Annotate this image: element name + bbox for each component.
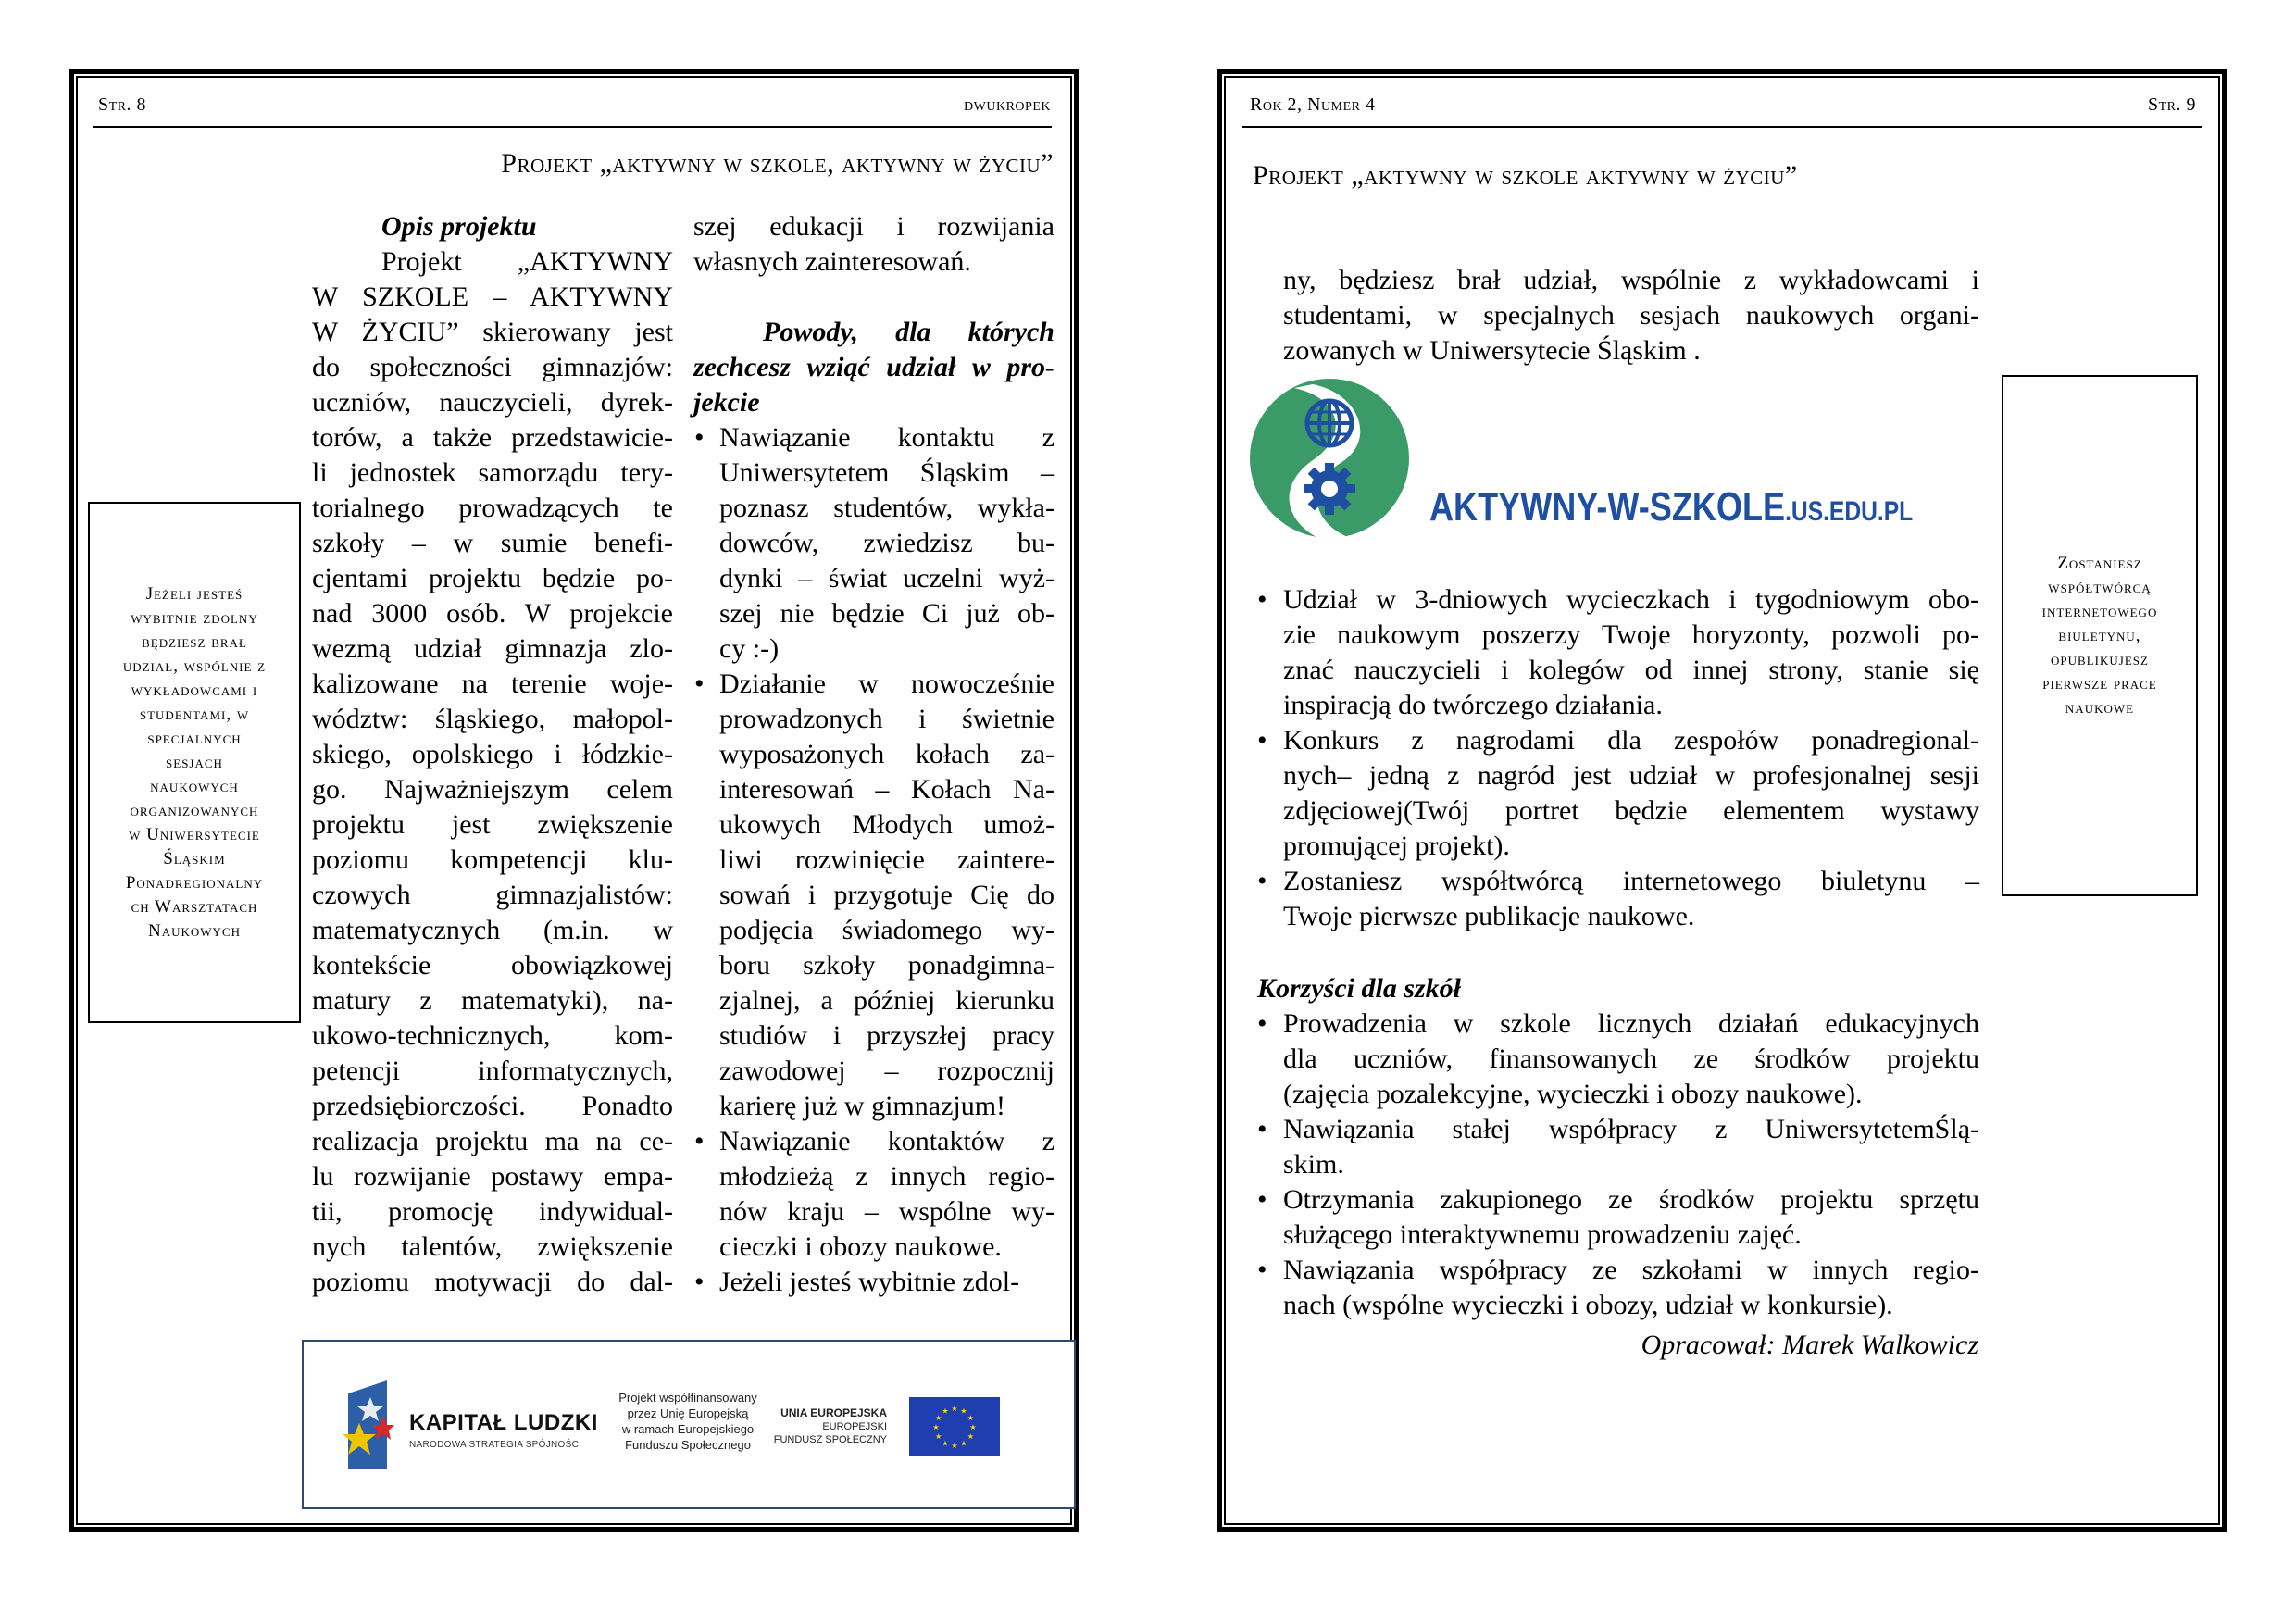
- eu-star-icon: ★: [960, 1406, 967, 1416]
- bullet-line: nów kraju – wspólne wy-: [719, 1196, 1054, 1227]
- body-line: kontekście obowiązkowej: [312, 950, 673, 981]
- cofinancing-note: [618, 1390, 757, 1453]
- bullet-line: poznasz studentów, wykła-: [719, 493, 1054, 523]
- bullet-line: nach (wspólne wycieczki i obozy, udział w konkursie).: [1283, 1290, 1893, 1320]
- bullet-line: szej nie będzie Ci już ob-: [719, 598, 1054, 629]
- bullet-icon: •: [694, 1267, 705, 1297]
- bullet-icon: •: [1257, 1008, 1267, 1039]
- sidebar-line: Jeżeli jesteś: [145, 583, 243, 604]
- bullet-icon: •: [1257, 866, 1267, 896]
- bullet-line: Nawiązanie kontaktów z: [719, 1126, 1054, 1156]
- bullet-line: Udział w 3-dniowych wycieczkach i tygodniowym obo-: [1283, 584, 1979, 615]
- body-line: projektu jest zwiększenie: [312, 809, 673, 840]
- eu-star-icon: ★: [969, 1423, 977, 1431]
- body-line: W ŻYCIU” skierowany jest: [312, 317, 673, 347]
- eu-star-icon: ★: [951, 1442, 958, 1450]
- body-line: go. Najważniejszym celem: [312, 774, 673, 805]
- sidebar-line: opublikujesz: [2051, 649, 2149, 669]
- body-line: li jednostek samorządu tery-: [312, 457, 673, 488]
- aktywny-w-szkole-logo: [1248, 375, 1970, 542]
- bullet-line: studiów i przyszłej pracy: [719, 1020, 1054, 1051]
- bullet-line: zjalnej, a później kierunku: [719, 985, 1054, 1016]
- body-line: przedsiębiorczości. Ponadto: [312, 1091, 673, 1121]
- body-line: do społeczności gimnazjów:: [312, 352, 673, 382]
- bullet-line: cy :-): [719, 633, 780, 664]
- eu-star-icon: ★: [942, 1406, 949, 1416]
- body-line: wództw: śląskiego, małopol-: [312, 704, 673, 734]
- intro-line: zowanych w Uniwersytecie Śląskim .: [1283, 335, 1701, 366]
- body-line: ukowo-technicznych, kom-: [312, 1020, 673, 1051]
- sidebar-line: Zostaniesz: [2057, 553, 2142, 573]
- issue-label: Rok 2, Numer 4: [1250, 94, 1376, 115]
- bullet-line: młodzieżą z innych regio-: [719, 1161, 1054, 1192]
- kapital-ludzki-emblem-icon: [343, 1380, 396, 1469]
- sidebar-line: udział, wspólnie z: [122, 656, 267, 676]
- body-line: skiego, opolskiego i łódzkie-: [312, 739, 673, 769]
- bullet-line: zie naukowym poszerzy Twoje horyzonty, pozwoli po-: [1283, 619, 1979, 650]
- left-page-number: Str. 8: [98, 94, 147, 115]
- bullet-line: Otrzymania zakupionego ze środków projektu sprzętu: [1283, 1184, 1979, 1215]
- cofinancing-line: w ramach Europejskiego: [621, 1422, 755, 1436]
- bullet-line: Nawiązanie kontaktu z: [719, 422, 1054, 453]
- bullet-icon: •: [1257, 1114, 1267, 1144]
- sidebar-line: wybitnie zdolny: [131, 607, 258, 628]
- bullet-line: Twoje pierwsze publikacje naukowe.: [1283, 901, 1695, 931]
- sidebar-line: naukowych: [150, 776, 239, 796]
- bullet-line: Prowadzenia w szkole licznych działań edukacyjnych: [1283, 1008, 1979, 1039]
- bullet-line: inspiracją do twórczego działania.: [1283, 690, 1663, 720]
- body-line: poziomu kompetencji klu-: [312, 844, 673, 875]
- cofinancing-line: przez Unię Europejską: [627, 1406, 749, 1420]
- eu-star-icon: ★: [960, 1439, 967, 1448]
- sidebar-line: Naukowych: [147, 920, 241, 941]
- bullet-line: Jeżeli jesteś wybitnie zdol-: [719, 1267, 1020, 1297]
- bullet-line: Nawiązania stałej współpracy z UniwersytetemŚlą-: [1283, 1114, 1979, 1144]
- bullet-icon: •: [694, 422, 705, 453]
- newsletter-name: dwukropek: [964, 94, 1051, 115]
- eu-title: UNIA EUROPEJSKA: [780, 1406, 887, 1419]
- sidebar-line: w Uniwersytecie: [129, 824, 260, 844]
- eu-flag-icon: [909, 1397, 1000, 1456]
- bullet-icon: •: [694, 1126, 705, 1156]
- body-line: matury z matematyki), na-: [312, 985, 673, 1016]
- bullet-line: dowców, zwiedzisz bu-: [719, 528, 1054, 558]
- bullet-line: liwi rozwinięcie zaintere-: [719, 844, 1054, 875]
- sidebar-line: pierwsze prace: [2042, 673, 2157, 693]
- cofinancing-line: Funduszu Społecznego: [625, 1438, 751, 1452]
- bullet-line: Konkurs z nagrodami dla zespołów ponadregional-: [1283, 725, 1979, 756]
- sidebar-line: Śląskim: [163, 848, 226, 868]
- sidebar-line: wykładowcami i: [131, 680, 258, 700]
- right-sidebar-text: [2037, 552, 2164, 720]
- right-page-number: Str. 9: [2147, 94, 2196, 115]
- sidebar-line: będziesz brał: [142, 631, 247, 652]
- eu-star-icon: ★: [932, 1423, 940, 1431]
- eu-star-icon: ★: [951, 1405, 958, 1413]
- bullet-line: zawodowej – rozpocznij: [719, 1056, 1054, 1086]
- body-line: czowych gimnazjalistów:: [312, 880, 673, 910]
- bullet-icon: •: [694, 668, 705, 699]
- eu-star-icon: ★: [942, 1439, 949, 1448]
- bullet-line: (zajęcia pozalekcyjne, wycieczki i obozy naukowe).: [1283, 1079, 1863, 1109]
- bullet-icon: •: [1257, 1184, 1267, 1215]
- body-line: nych talentów, zwiększenie: [312, 1231, 673, 1262]
- sidebar-line: internetowego: [2041, 601, 2158, 621]
- body-line: wezmą udział gimnazja zlo-: [312, 633, 673, 664]
- bullet-line: służącego interaktywnemu prowadzeniu zajęć.: [1283, 1219, 1802, 1250]
- kapital-ludzki-subtitle: NARODOWA STRATEGIA SPÓJNOŚCI: [409, 1440, 582, 1450]
- right-section-title: Projekt „aktywny w szkole aktywny w życiu”: [1253, 160, 1798, 191]
- eu-line-2: FUNDUSZ SPOŁECZNY: [773, 1434, 887, 1445]
- sidebar-line: sesjach: [166, 752, 223, 772]
- body-line: nad 3000 osób. W projekcie: [312, 598, 673, 629]
- body-line: cjentami projektu będzie po-: [312, 563, 673, 593]
- bullet-line: Działanie w nowocześnie: [719, 668, 1054, 699]
- sidebar-line: współtwórcą: [2048, 577, 2152, 597]
- left-sidebar-callout: [88, 502, 301, 1023]
- left-section-title: Projekt „aktywny w szkole, aktywny w życiu”: [501, 148, 1054, 179]
- body-line: szkoły – w sumie benefi-: [312, 528, 673, 558]
- sidebar-line: specjalnych: [147, 728, 242, 748]
- body-line: poziomu motywacji do dal-: [312, 1267, 673, 1297]
- right-header-rule: [1242, 126, 2202, 128]
- bullet-line: ukowych Młodych umoż-: [719, 809, 1054, 840]
- bullet-line: nych– jedną z nagród jest udział w profesjonalnej sesji: [1283, 760, 1979, 791]
- powody-heading-line: zechcesz wziąć udział w pro-: [693, 352, 1054, 382]
- body-line: torów, a także przedstawicie-: [312, 422, 673, 453]
- eu-star-icon: ★: [935, 1414, 942, 1422]
- intro-line: studentami, w specjalnych sesjach naukowych organi-: [1283, 300, 1979, 331]
- bullet-line: Zostaniesz współtwórcą internetowego biuletynu –: [1283, 866, 1979, 896]
- opis-projektu-heading: Opis projektu: [381, 211, 537, 242]
- sidebar-line: studentami, w: [139, 704, 250, 724]
- body-line: kalizowane na terenie woje-: [312, 668, 673, 699]
- bullet-line: podjęcia świadomego wy-: [719, 915, 1054, 945]
- logo-domain-text: .US.EDU.PL: [1785, 496, 1914, 527]
- bullet-icon: •: [1257, 725, 1267, 756]
- body-line: Projekt „AKTYWNY: [381, 246, 673, 277]
- body-line: realizacja projektu ma na ce-: [312, 1126, 673, 1156]
- sidebar-line: naukowe: [2065, 697, 2135, 718]
- left-header-rule: [93, 126, 1052, 128]
- powody-heading-line: Powody, dla których: [763, 317, 1054, 347]
- bullet-line: sowań i przygotuje Cię do: [719, 880, 1054, 910]
- eu-star-icon: ★: [935, 1432, 942, 1441]
- bullet-line: dla uczniów, finansowanych ze środków projektu: [1283, 1043, 1979, 1074]
- sidebar-line: ch Warsztatach: [131, 896, 258, 917]
- body-line: W SZKOLE – AKTYWNY: [312, 281, 673, 312]
- logo-emblem-icon: [1248, 375, 1415, 542]
- bullet-line: interesowań – Kołach Na-: [719, 774, 1054, 805]
- bullet-line: zdjęciowej(Twój portret będzie elementem wystawy: [1283, 795, 1979, 826]
- bullet-line: znać nauczycieli i kolegów od innej strony, stanie się: [1283, 655, 1979, 685]
- eu-fund-label: [767, 1406, 887, 1446]
- powody-heading-line: jekcie: [693, 387, 760, 418]
- author-signature: Opracował: Marek Walkowicz: [1641, 1330, 1978, 1360]
- bullet-line: Nawiązania współpracy ze szkołami w innych regio-: [1283, 1255, 1979, 1285]
- body-line: szej edukacji i rozwijania: [693, 211, 1054, 242]
- eu-star-icon: ★: [967, 1414, 974, 1422]
- bullet-line: wyposażonych kołach za-: [719, 739, 1054, 769]
- body-line: tii, promocję indywidual-: [312, 1196, 673, 1227]
- funding-logos-box: [302, 1340, 1076, 1509]
- cofinancing-line: Projekt współfinansowany: [618, 1391, 757, 1405]
- body-line: uczniów, nauczycieli, dyrek-: [312, 387, 673, 418]
- bullet-line: karierę już w gimnazjum!: [719, 1091, 1006, 1121]
- bullet-icon: •: [1257, 1255, 1267, 1285]
- left-sidebar-text: [118, 582, 271, 943]
- bullet-line: promującej projekt).: [1283, 831, 1510, 861]
- eu-star-icon: ★: [967, 1432, 974, 1441]
- bullet-line: dynki – świat uczelni wyż-: [719, 563, 1054, 593]
- kapital-ludzki-title: KAPITAŁ LUDZKI: [409, 1410, 598, 1435]
- body-line: petencji informatycznych,: [312, 1056, 673, 1086]
- bullet-line: boru szkoły ponadgimna-: [719, 950, 1054, 981]
- body-line: własnych zainteresowań.: [693, 246, 971, 277]
- bullet-line: cieczki i obozy naukowe.: [719, 1231, 1002, 1262]
- bullet-icon: •: [1257, 584, 1267, 615]
- bullet-line: Uniwersytetem Śląskim –: [719, 457, 1054, 488]
- right-sidebar-callout: [2002, 375, 2198, 896]
- bullet-line: skim.: [1283, 1149, 1344, 1180]
- body-line: torialnego prowadzących te: [312, 493, 673, 523]
- benefits-heading: Korzyści dla szkół: [1257, 973, 1462, 1004]
- sidebar-line: biuletynu,: [2058, 625, 2141, 645]
- intro-line: ny, będziesz brał udział, wspólnie z wykładowcami i: [1283, 265, 1979, 295]
- body-line: lu rozwijanie postawy empa-: [312, 1161, 673, 1192]
- sidebar-line: Ponadregionalny: [125, 872, 264, 893]
- bullet-line: prowadzonych i świetnie: [719, 704, 1054, 734]
- sidebar-line: organizowanych: [130, 800, 259, 820]
- eu-line-1: EUROPEJSKI: [822, 1421, 887, 1432]
- logo-main-text: AKTYWNY-W-SZKOLE: [1429, 484, 1786, 530]
- body-line: matematycznych (m.in. w: [312, 915, 673, 945]
